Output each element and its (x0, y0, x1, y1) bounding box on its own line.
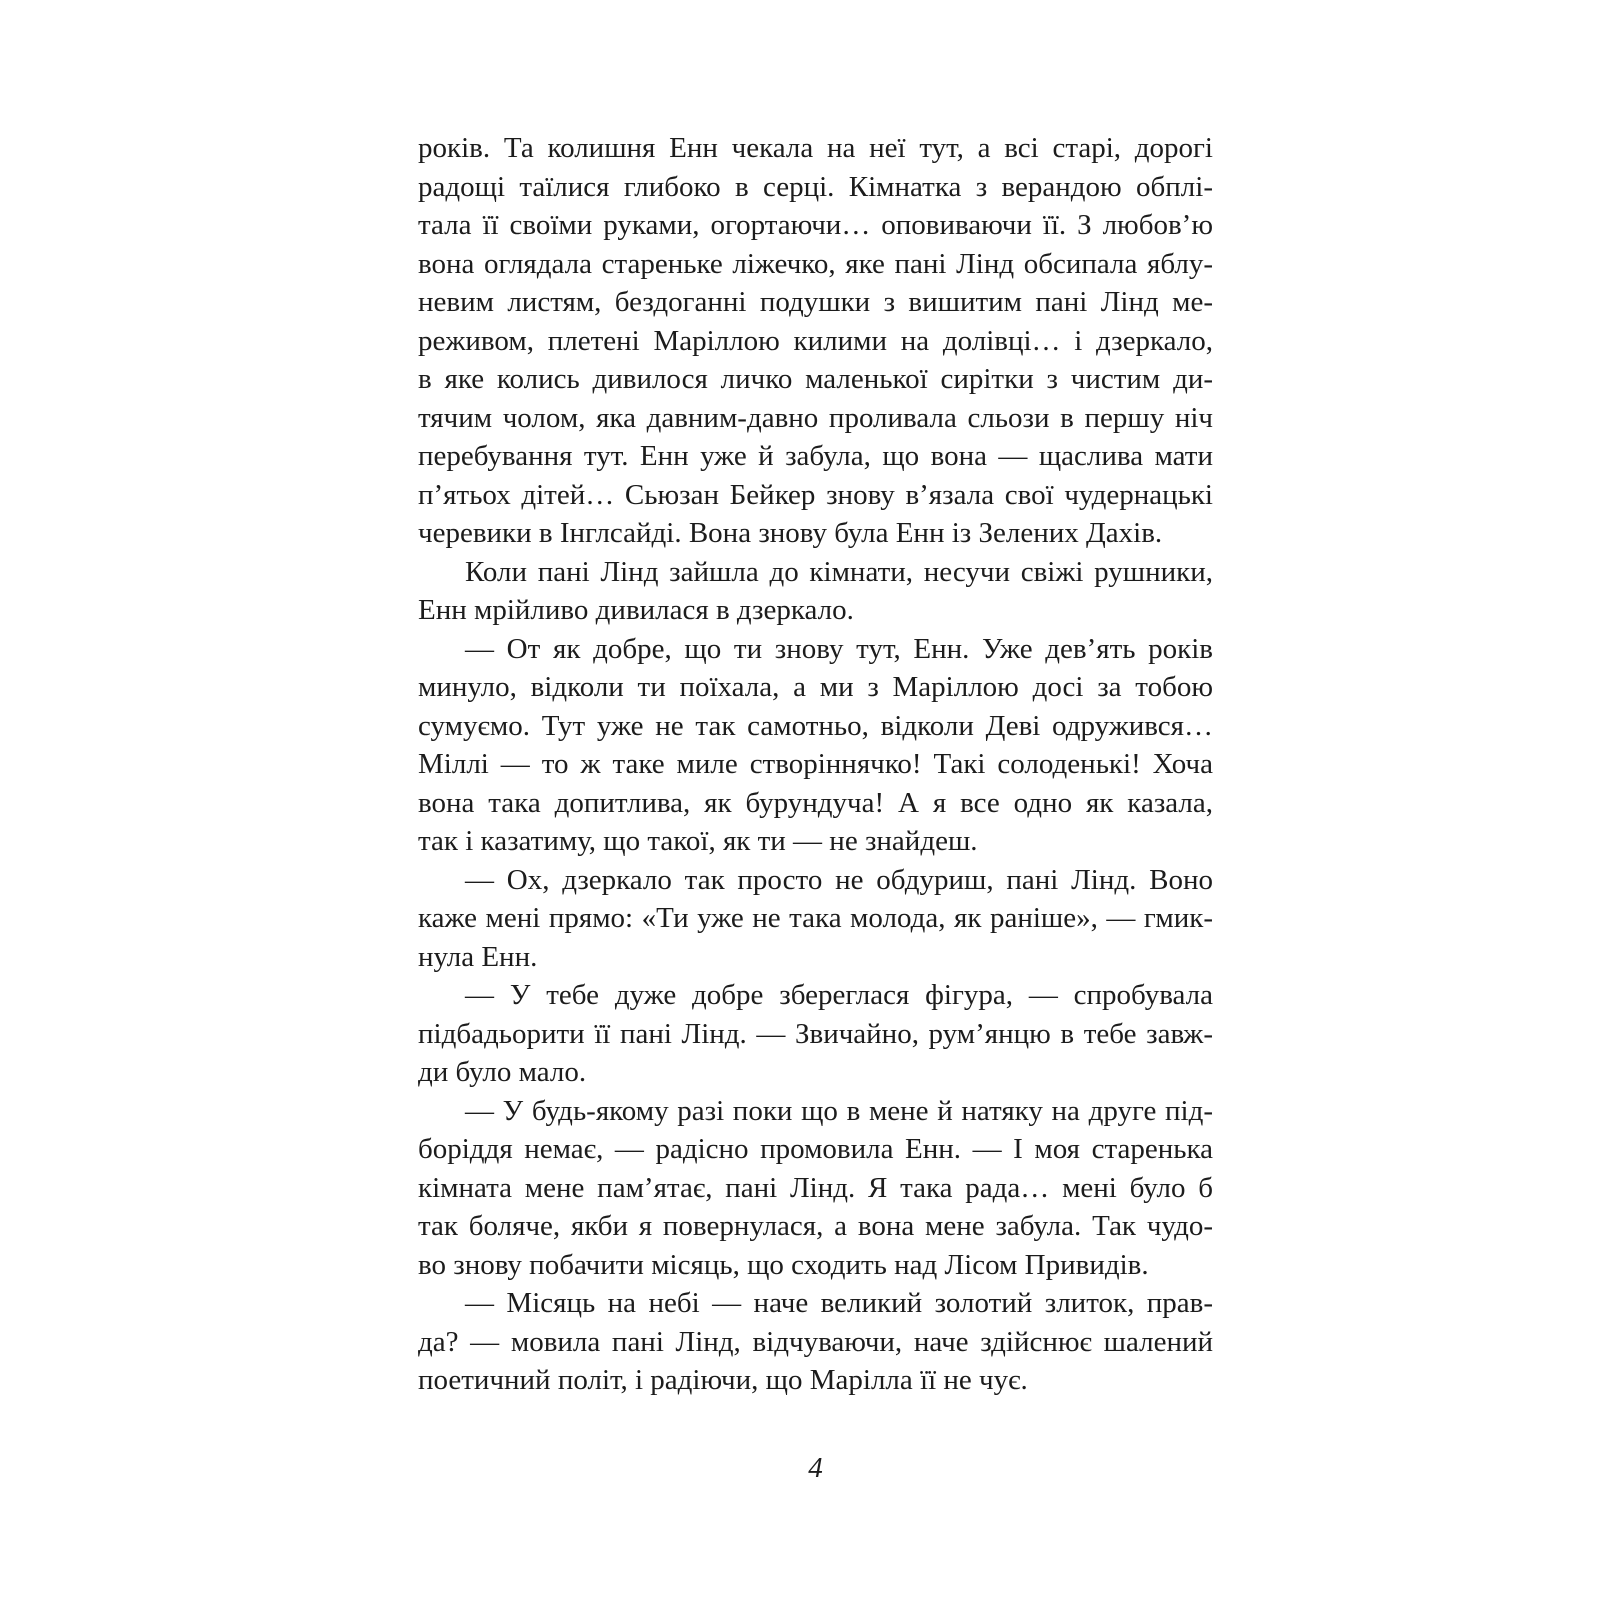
text-line: Енн мрійливо дивилася в дзеркало. (418, 594, 854, 626)
text-line: так боляче, якби я повернулася, а вона мене забула. Так чудо- (418, 1210, 1213, 1242)
paragraph (418, 129, 1213, 553)
text-line: кімната мене пам’ятає, пані Лінд. Я така рада… мені було б (418, 1171, 1213, 1204)
text-line: вона така допитлива, як бурундуча! А я все одно як казала, (418, 786, 1213, 819)
text-line: поетичний політ, і радіючи, що Марілла її не чує. (418, 1364, 1028, 1396)
text-line: да? — мовила пані Лінд, відчуваючи, наче здійснює шалений (418, 1325, 1213, 1358)
text-line: минуло, відколи ти поїхала, а ми з Маріллою досі за тобою (418, 671, 1213, 703)
text-line: — Ох, дзеркало так просто не обдуриш, пані Лінд. Воно (465, 863, 1213, 896)
paragraph (418, 1092, 1213, 1285)
text-line: перебування тут. Енн уже й забула, що вона — щаслива мати (418, 440, 1213, 472)
text-line: реживом, плетені Маріллою килими на долівці… і дзеркало, (418, 324, 1213, 357)
paragraph (418, 553, 1213, 630)
text-line: тала її своїми руками, огортаючи… оповиваючи її. З любов’ю (418, 209, 1213, 241)
text-line: боріддя немає, — радісно промовила Енн. — І моя старенька (418, 1133, 1213, 1165)
text-line: Міллі — то ж таке миле створіннячко! Такі солоденькі! Хоча (418, 748, 1213, 780)
text-line: во знову побачити місяць, що сходить над Лісом Привидів. (418, 1248, 1149, 1281)
paragraph (418, 1284, 1213, 1400)
page-number: 4 (808, 1452, 823, 1484)
text-line: років. Та колишня Енн чекала на неї тут, а всі старі, дорогі (418, 132, 1213, 164)
text-line: підбадьорити її пані Лінд. — Звичайно, рум’янцю в тебе завж- (418, 1017, 1213, 1050)
page-text-block (418, 129, 1213, 1400)
text-line: вона оглядала стареньке ліжечко, яке пані Лінд обсипала яблу- (418, 247, 1213, 280)
text-line: Коли пані Лінд зайшла до кімнати, несучи свіжі рушники, (465, 555, 1213, 588)
paragraph (418, 630, 1213, 861)
text-line: — Місяць на небі — наче великий золотий злиток, прав- (465, 1287, 1213, 1319)
text-line: черевики в Інглсайді. Вона знову була Енн із Зелених Дахів. (418, 517, 1163, 549)
text-line: тячим чолом, яка давним-давно проливала сльози в першу ніч (418, 401, 1213, 434)
text-line: ди було мало. (418, 1056, 587, 1088)
text-line: — У тебе дуже добре збереглася фігура, — спробувала (465, 979, 1213, 1011)
paragraph (418, 861, 1213, 977)
text-line: так і казатиму, що такої, як ти — не знайдеш. (418, 825, 978, 857)
text-line: — От як добре, що ти знову тут, Енн. Уже дев’ять років (465, 632, 1213, 665)
paragraph (418, 976, 1213, 1092)
text-line: невим листям, бездоганні подушки з вишитим пані Лінд ме- (418, 286, 1213, 318)
text-line: п’ятьох дітей… Сьюзан Бейкер знову в’язала свої чудернацькі (418, 478, 1213, 511)
text-line: нула Енн. (418, 940, 538, 973)
text-line: сумуємо. Тут уже не так самотньо, відколи Деві одружився… (418, 709, 1213, 742)
text-line: в яке колись дивилося личко маленької сирітки з чистим ди- (418, 363, 1213, 395)
text-line: каже мені прямо: «Ти уже не така молода, як раніше», — гмик- (418, 902, 1213, 934)
text-line: радощі таїлися глибоко в серці. Кімнатка з верандою обплі- (418, 170, 1213, 203)
text-line: — У будь-якому разі поки що в мене й натяку на друге під- (465, 1094, 1213, 1127)
